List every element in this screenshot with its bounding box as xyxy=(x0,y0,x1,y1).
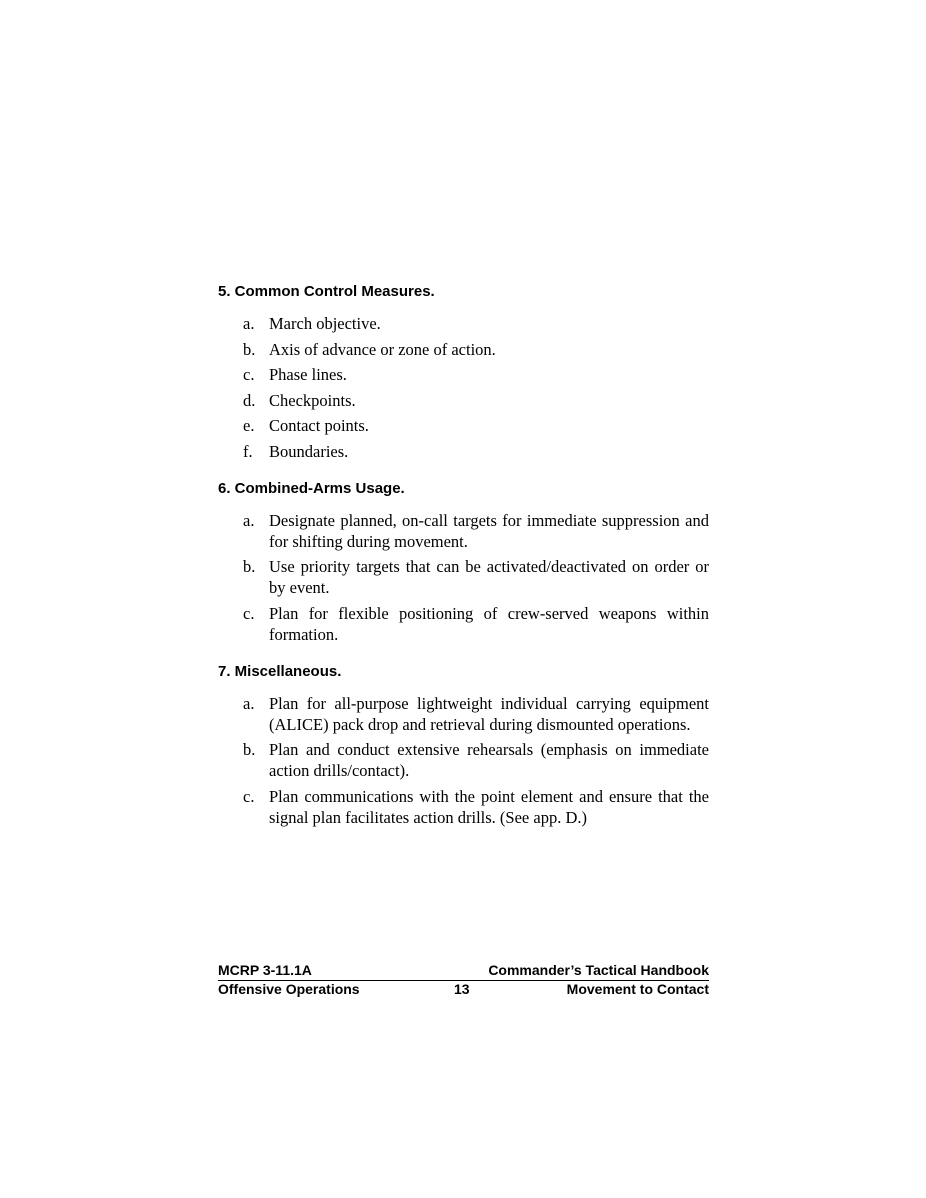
section-heading: 7. Miscellaneous. xyxy=(218,662,342,680)
list-item-text: Boundaries. xyxy=(269,441,349,461)
list-marker: c. xyxy=(243,365,255,384)
list-item xyxy=(218,739,709,781)
list-marker: d. xyxy=(243,390,256,410)
list-item xyxy=(218,364,709,385)
list-item xyxy=(218,603,709,645)
page-content xyxy=(218,283,709,846)
list-item-text: Axis of advance or zone of action. xyxy=(269,339,496,359)
list-item-text: March objective. xyxy=(269,314,381,333)
page-number: 13 xyxy=(454,981,470,997)
section-common-control-measures xyxy=(218,283,709,462)
list-item-text: Plan for all-purpose lightweight individual carrying equipment (ALICE) pack drop and retrieval during dismounted operations. xyxy=(269,693,709,734)
handbook-title: Commander’s Tactical Handbook xyxy=(488,962,709,978)
section-miscellaneous xyxy=(218,663,709,828)
list-item-text: Contact points. xyxy=(269,416,369,435)
section-title: Movement to Contact xyxy=(566,981,709,997)
list-marker: e. xyxy=(243,416,255,435)
list-marker: b. xyxy=(243,740,256,759)
list-item xyxy=(218,313,709,334)
list-item xyxy=(218,693,709,735)
list-item xyxy=(218,339,709,360)
section-heading: 5. Common Control Measures. xyxy=(218,283,435,300)
list-item xyxy=(218,786,709,828)
list-marker: a. xyxy=(243,314,255,333)
list-item-text: Phase lines. xyxy=(269,365,347,384)
page-footer xyxy=(218,962,709,999)
list-item-text: Plan and conduct extensive rehearsals (emphasis on immediate action drills/contact). xyxy=(269,740,709,780)
list-marker: c. xyxy=(243,786,255,806)
list-item xyxy=(218,556,709,598)
list-item xyxy=(218,415,709,436)
list-item-text: Plan communications with the point element and ensure that the signal plan facilitates action drills. (See app. D.) xyxy=(269,786,709,827)
list-item xyxy=(218,510,709,552)
section-heading: 6. Combined-Arms Usage. xyxy=(218,479,405,497)
list-item xyxy=(218,441,709,462)
list-marker: a. xyxy=(243,693,255,713)
list-marker: b. xyxy=(243,339,256,359)
list-marker: f. xyxy=(243,441,253,461)
footer-bottom-row xyxy=(218,981,709,999)
list-marker: b. xyxy=(243,557,256,576)
list-item xyxy=(218,390,709,411)
doc-number: MCRP 3-11.1A xyxy=(218,962,312,978)
footer-top-row xyxy=(218,962,709,981)
chapter-title: Offensive Operations xyxy=(218,981,360,997)
list-item-text: Plan for flexible positioning of crew-served weapons within formation. xyxy=(269,603,709,644)
list-item-text: Use priority targets that can be activated/deactivated on order or by event. xyxy=(269,557,709,597)
list-marker: a. xyxy=(243,510,255,530)
list-marker: c. xyxy=(243,603,255,623)
section-combined-arms-usage xyxy=(218,480,709,645)
list-item-text: Designate planned, on-call targets for immediate suppression and for shifting during movement. xyxy=(269,510,709,551)
list-item-text: Checkpoints. xyxy=(269,390,356,410)
